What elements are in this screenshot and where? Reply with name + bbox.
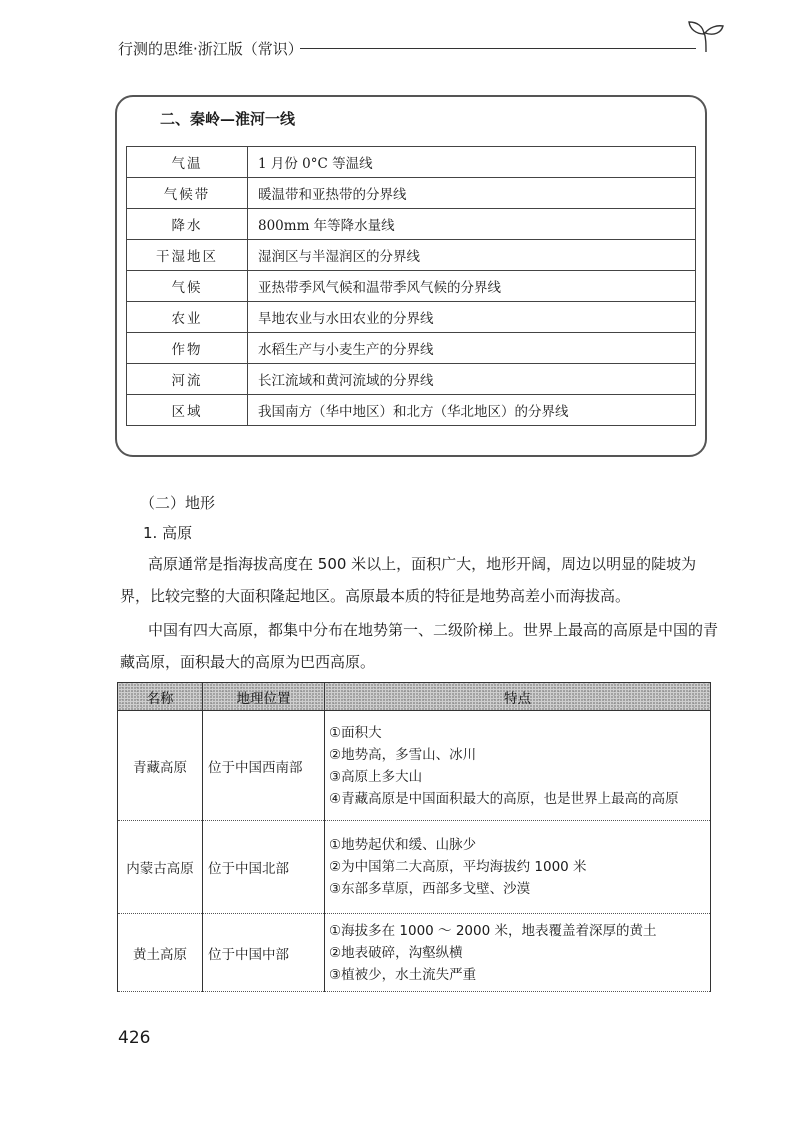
row-value: 800mm 年等降水量线 [248, 209, 696, 240]
feature-item: ①面积大 [329, 724, 382, 741]
row-value: 湿润区与半湿润区的分界线 [248, 240, 696, 271]
table-row [127, 178, 696, 209]
plateau-name: 黄土高原 [118, 914, 203, 992]
row-key: 农业 [127, 302, 248, 333]
table-row [127, 240, 696, 271]
column-header: 地理位置 [203, 683, 325, 711]
feature-item: ③东部多草原，西部多戈壁、沙漠 [329, 881, 531, 897]
row-key: 区域 [127, 395, 248, 426]
row-value: 长江流域和黄河流域的分界线 [248, 364, 696, 395]
feature-item: ②地表破碎，沟壑纵横 [329, 944, 463, 961]
table-row [127, 302, 696, 333]
plateau-location: 位于中国中部 [203, 914, 325, 992]
header-rule [300, 48, 696, 49]
plateau-features [325, 914, 711, 992]
sprout-icon [686, 20, 726, 54]
table-row [127, 271, 696, 302]
row-key: 降水 [127, 209, 248, 240]
row-key: 河流 [127, 364, 248, 395]
plateau-features [325, 711, 711, 821]
plateau-location: 位于中国西南部 [203, 711, 325, 821]
paragraph: 高原通常是指海拔高度在 500 米以上，面积广大，地形开阔，周边以明显的陡坡为界，比较完整的大面积隆起地区。高原最本质的特征是地势高差小而海拔高。 [120, 555, 697, 605]
table-row [118, 821, 711, 914]
feature-item: ④青藏高原是中国面积最大的高原，也是世界上最高的高原 [329, 790, 679, 807]
row-value: 暖温带和亚热带的分界线 [248, 178, 696, 209]
paragraph: 中国有四大高原，都集中分布在地势第一、二级阶梯上。世界上最高的高原是中国的青藏高原，面积最大的高原为巴西高原。 [120, 621, 719, 671]
table-row [127, 209, 696, 240]
page-header [118, 34, 718, 64]
column-header: 名称 [118, 683, 203, 711]
row-key: 气候 [127, 271, 248, 302]
row-key: 干湿地区 [127, 240, 248, 271]
box-title: 二、秦岭—淮河一线 [160, 110, 296, 128]
table-row [127, 364, 696, 395]
row-value: 水稻生产与小麦生产的分界线 [248, 333, 696, 364]
feature-item: ②为中国第二大高原，平均海拔约 1000 米 [329, 859, 587, 875]
feature-item: ③高原上多大山 [329, 768, 423, 785]
table-row [118, 711, 711, 821]
section-heading: （二）地形 [140, 494, 216, 512]
subsection-heading: 1. 高原 [143, 524, 193, 542]
row-value: 1 月份 0°C 等温线 [248, 147, 696, 178]
row-key: 气温 [127, 147, 248, 178]
plateau-name: 内蒙古高原 [118, 821, 203, 914]
feature-item: ①地势起伏和缓、山脉少 [329, 837, 477, 853]
plateau-location: 位于中国北部 [203, 821, 325, 914]
plateau-name: 青藏高原 [118, 711, 203, 821]
plateau-table [117, 682, 711, 992]
table-row [127, 147, 696, 178]
table-row [118, 914, 711, 992]
table-row [127, 333, 696, 364]
column-header: 特点 [325, 683, 711, 711]
row-value: 亚热带季风气候和温带季风气候的分界线 [248, 271, 696, 302]
row-key: 作物 [127, 333, 248, 364]
row-value: 我国南方（华中地区）和北方（华北地区）的分界线 [248, 395, 696, 426]
row-key: 气候带 [127, 178, 248, 209]
plateau-features [325, 821, 711, 914]
page-number: 426 [118, 1028, 151, 1048]
feature-item: ①海拔多在 1000 ～ 2000 米，地表覆盖着深厚的黄土 [329, 922, 657, 939]
row-value: 旱地农业与水田农业的分界线 [248, 302, 696, 333]
table-row [127, 395, 696, 426]
boundary-table [126, 146, 696, 426]
table-header-row [118, 683, 711, 711]
header-title: 行测的思维·浙江版（常识） [118, 40, 303, 58]
feature-item: ②地势高，多雪山、冰川 [329, 746, 477, 763]
feature-item: ③植被少，水土流失严重 [329, 966, 477, 983]
